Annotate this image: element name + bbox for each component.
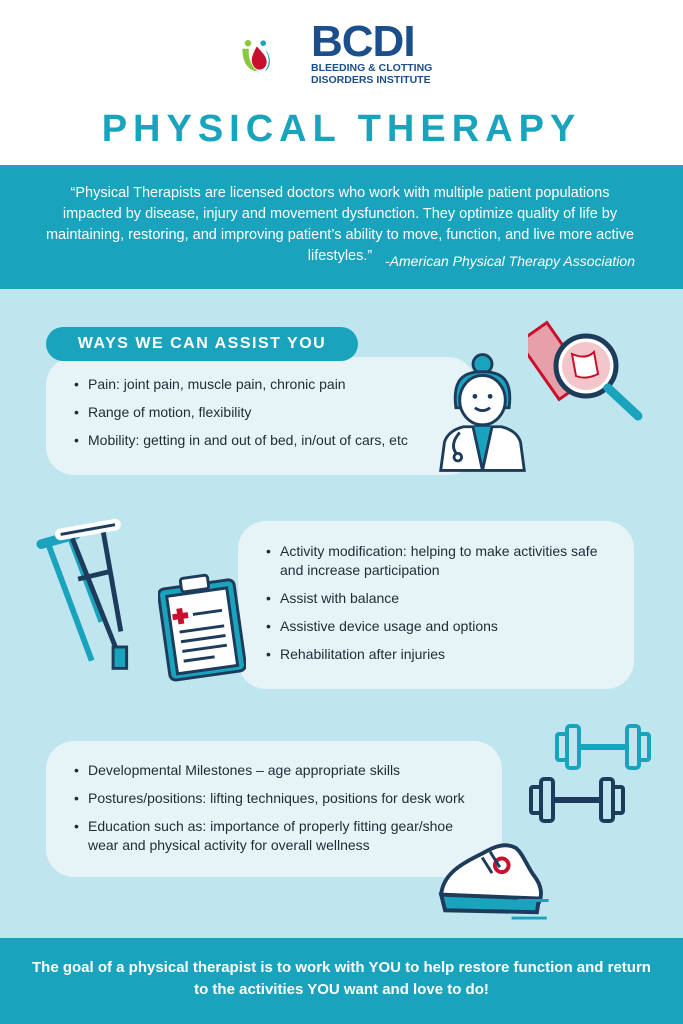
list-item: • Pain: joint pain, muscle pain, chronic pain xyxy=(88,375,476,394)
footer-text: The goal of a physical therapist is to work with YOU to help restore function and return to the activities YOU want and love to do! xyxy=(32,959,651,998)
logo-subtitle-2: DISORDERS INSTITUTE xyxy=(311,74,431,86)
quote-attribution: -American Physical Therapy Association xyxy=(384,253,635,269)
list-item: • Mobility: getting in and out of bed, in/out of cars, etc xyxy=(88,431,476,450)
list-item: • Education such as: importance of properly fitting gear/shoe wear and physical activity for overall wellness xyxy=(88,817,486,855)
dumbbell-icon xyxy=(527,775,627,825)
crutch-icon xyxy=(32,515,132,680)
dumbbell-icon xyxy=(553,722,653,772)
logo-text xyxy=(311,17,433,86)
assist-card-2 xyxy=(238,521,634,689)
list-item: • Assistive device usage and options xyxy=(280,617,618,636)
section-heading: WAYS WE CAN ASSIST YOU xyxy=(46,327,358,361)
list-item: • Activity modification: helping to make activities safe and increase participation xyxy=(280,542,618,580)
quote-text: “Physical Therapists are licensed doctors who work with multiple patient populations impacted by disease, injury and movement dysfunction. They optimize quality of life by maintaining, restoring, and improving patient’s ability to move, function, and live more active lifestyles.” xyxy=(45,185,635,264)
page-title: PHYSICAL THERAPY xyxy=(101,108,582,150)
doctor-icon xyxy=(435,350,530,475)
bcdi-logo-icon xyxy=(240,14,320,98)
knee-magnifier-icon xyxy=(528,314,648,424)
logo-subtitle-1: BLEEDING & CLOTTING xyxy=(311,62,433,74)
list-item: • Range of motion, flexibility xyxy=(88,403,476,422)
clipboard-icon xyxy=(158,570,246,682)
sneaker-icon xyxy=(432,834,552,922)
list-item: • Postures/positions: lifting techniques, positions for desk work xyxy=(88,789,486,808)
assist-card-1 xyxy=(46,357,476,475)
list-item: • Developmental Milestones – age appropriate skills xyxy=(88,761,486,780)
logo-name: BCDI xyxy=(311,17,415,66)
list-item: • Assist with balance xyxy=(280,589,618,608)
list-item: • Rehabilitation after injuries xyxy=(280,645,618,664)
